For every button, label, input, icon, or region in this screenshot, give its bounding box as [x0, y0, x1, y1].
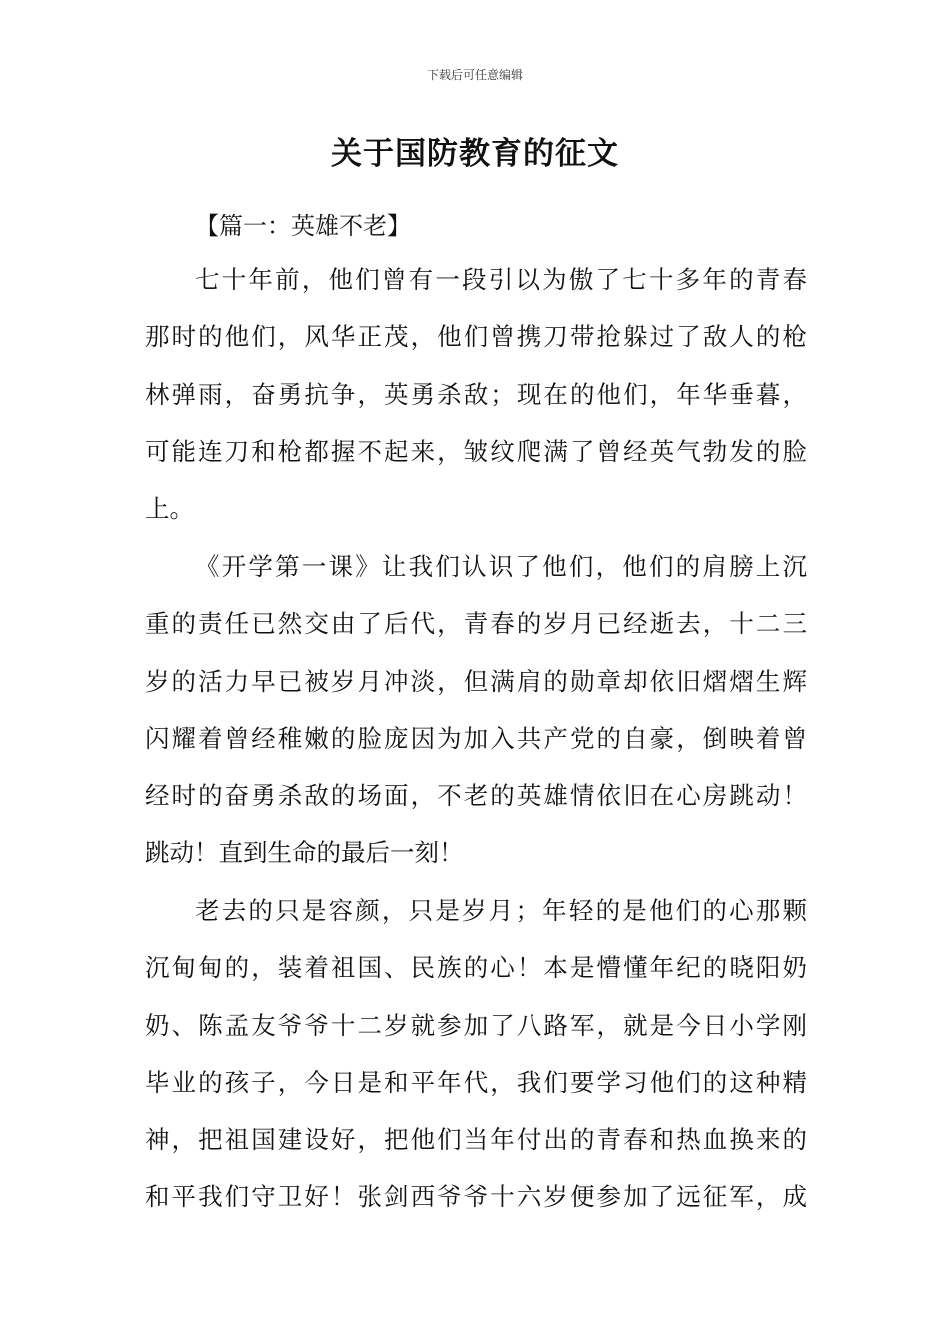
- text-line: 跳动！直到生命的最后一刻！: [145, 838, 464, 868]
- text-line: 重的责任已然交由了后代，青春的岁月已经逝去，十二三: [145, 609, 807, 639]
- paragraph-1: [145, 251, 807, 537]
- section-heading: 【篇一：英雄不老】: [195, 212, 411, 240]
- text-line: 奶、陈孟友爷爷十二岁就参加了八路军，就是今日小学刚: [145, 1010, 807, 1040]
- text-line: 《开学第一课》让我们认识了他们，他们的肩膀上沉: [195, 552, 807, 581]
- document-title: 关于国防教育的征文: [331, 136, 619, 172]
- text-line: 毕业的孩子，今日是和平年代，我们要学习他们的这种精: [145, 1067, 807, 1097]
- text-line: 岁的活力早已被岁月冲淡，但满肩的勋章却依旧熠熠生辉: [145, 666, 807, 696]
- header-note: 下载后可任意编辑: [426, 68, 523, 82]
- text-line: 神，把祖国建设好，把他们当年付出的青春和热血换来的: [145, 1125, 807, 1155]
- text-line: 经时的奋勇杀敌的场面，不老的英雄情依旧在心房跳动！: [145, 781, 807, 811]
- text-line: 沉甸甸的，装着祖国、民族的心！本是懵懂年纪的晓阳奶: [145, 953, 807, 983]
- text-line: 那时的他们，风华正茂，他们曾携刀带抢躲过了敌人的枪: [145, 322, 807, 352]
- text-line: 上。: [145, 494, 194, 524]
- text-line: 林弹雨，奋勇抗争，英勇杀敌；现在的他们，年华垂暮，: [145, 379, 807, 409]
- paragraph-2: [145, 538, 807, 882]
- text-line: 可能连刀和枪都握不起来，皱纹爬满了曾经英气勃发的脸: [145, 436, 807, 466]
- text-line: 老去的只是容颜，只是岁月；年轻的是他们的心那颗: [195, 896, 807, 925]
- text-line: 和平我们守卫好！张剑西爷爷十六岁便参加了远征军，成: [145, 1182, 807, 1212]
- text-line: 闪耀着曾经稚嫩的脸庞因为加入共产党的自豪，倒映着曾: [145, 723, 807, 753]
- text-line: 七十年前，他们曾有一段引以为傲了七十多年的青春: [195, 265, 807, 294]
- paragraph-3: [145, 882, 807, 1226]
